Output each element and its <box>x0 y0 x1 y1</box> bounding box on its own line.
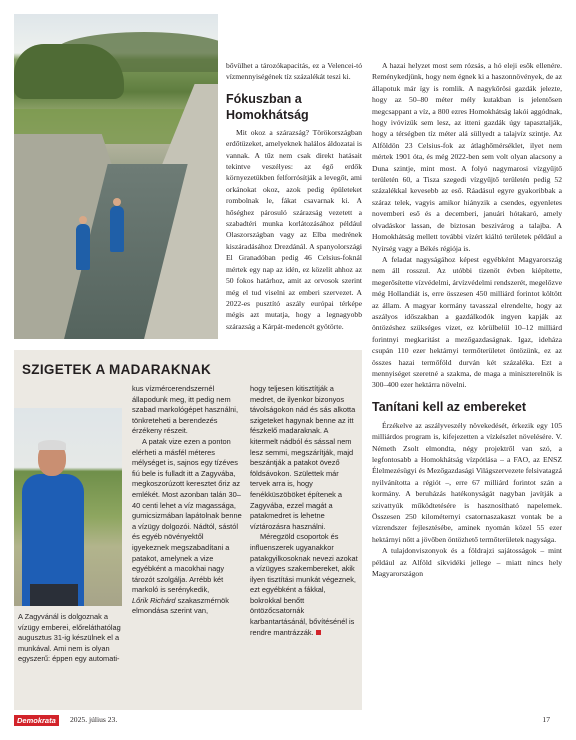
box-column-3 <box>250 384 358 638</box>
box-title: SZIGETEK A MADARAKNAK <box>22 362 212 377</box>
paragraph: A patak vize ezen a ponton elérheti a másfél méteres mélységet is, sajnos egy tízéves fiú bele is fulladt itt a Zagyvába, megkoszorúzott keresztet őriz az emlékét. Most azonban talán 30–40 centi lehet a víz magassága, gumicsizmában lapátolnak benne a vízügy dolgozói. Nádtól, sástól és egyéb növényektől igyekeznek megszabadítani a patakot, amelynek a vize egyébként a macokhai nagy tározót szolgálja. Arrébb két markoló is serénykedik, <box>132 436 242 595</box>
end-mark-icon <box>316 630 321 635</box>
issue-date: 2025. július 23. <box>70 715 118 724</box>
article-column-right <box>372 60 562 579</box>
paragraph-tail: szakaszmérnök elmondása szerint van, <box>132 595 229 616</box>
box-column-2 <box>132 384 242 617</box>
paragraph <box>132 596 242 617</box>
paragraph: kus vízmércerendszernél állapodunk meg, itt pedig nem szabad markológépet használni, tönkreteheti a berendezés érzékeny részeit. <box>132 384 238 436</box>
article-column-middle <box>226 60 362 332</box>
paragraph-text: Méregzöld csoportok és influenszerek ugyanakkor patakgyilkosoknak nevezi azokat a vízügyes szakembereket, akik ilyen tisztítási munkát végeznek, ezt egyébként a fákkal, bokrokkal benőtt öntözőcsatornák karbantartásánál, bővítésénél is rendre mantrázzák. <box>250 532 358 637</box>
section-heading: Tanítani kell az embereket <box>372 399 526 414</box>
page-footer <box>14 714 562 728</box>
paragraph: bővülhet a tározókapacitás, ez a Velencei-tó vízmennyiségének tíz százalékát teszi ki. <box>226 61 362 82</box>
photo-caption <box>18 612 122 665</box>
page-number: 17 <box>542 715 550 724</box>
paragraph: A feladat nagyságához képest egyébként Magyarország nem áll rosszul. Az utóbbi tizenöt évben kiépítette, megerősítette vízvédelmi, árvízvédelmi rendszerét, megelőzve még Hollandiát is, erre összesen 450 milliárd forintot költött az állam. A magyar kormány tavasszal elrendelte, hogy az aszályos időszakban a gazdálkodók ingyen kapják az öntözéshez szükséges vizet, ez körülbelül 10–12 milliárd forintnyi megkaritást a mezőgazdaságnak. Igaz, ideháza csupán 110 ezer hektárnyi termőterületet öntözünk, ez az összes hazai termőföld durván két százaléka. Ezt a mennyiséget szeretné a szakma, de maga a miniszterelnök is 300–400 ezer hektárra növelni. <box>372 254 562 390</box>
section-heading: Fókuszban a Homokhátság <box>226 91 309 122</box>
photo-canal-workers <box>14 14 218 339</box>
paragraph: hogy teljesen kitisztítják a medret, de ilyenkor bizonyos távolságokon nád és sás alkotta szigeteket hagynak benne az itt fészkelő madaraknak. A kitermelt nádból és sással nem lesz semmi, megszárítják, majd beszántják a patakot övező földsávokon. Születtek már tervek arra is, hogy fenékküszöböket építenek a Zagyvába, ezzel magát a patakmedret is lehetne víztározásra használni. <box>250 384 356 531</box>
publication-logo: Demokrata <box>14 715 59 726</box>
paragraph: A tulajdonviszonyok és a földrajzi sajátosságok – mint például az Alföld síkvidéki jellege – miatt nincs hely Magyarországon <box>372 546 562 579</box>
paragraph <box>250 532 358 638</box>
paragraph: A hazai helyzet most sem rózsás, a hó eleji esők ellenére. Reménykedjünk, hogy nem égnek ki a haszonnövények, de az állapotuk már így is romlik. A nagykőrösi gazdák jelezte, hogy az 50–80 méter mély kutakban is jelentősen megcsappant a víz, a 800 ezres Homokhátság lakói aggódnak, hogy ivóvizük sem lesz, az itteni gazdák úgy tapasztalják, hogy a térségben tíz méter alá süllyedt a talajvíz szintje. Az Alföldön 23 Celsius-fok az átlaghőmérséklet, ilyet nem mértek 1901 óta, és még 2022-ben sem volt olyan alacsony a Duna szintje, mint most. A folyó nagymarosi vízgyűjtő területén 60, a Tisza szegedi vízgyűjtő területén pedig 52 százalékkal kevesebb az eső. Ráadásul egyre gyakoribbak a száraz telek, vagyis amikor hiányzik a csendes, egyenletes novemberi eső és a decemberi, januári hótakaró, amely olvadáskor lassan, de biztosan beszivárog a talajba. A Homokhátság mellett további vízért kiáltó területek például a Nyírség vagy a Békés régiója is. <box>372 61 562 253</box>
photo-portrait-man <box>14 408 122 606</box>
person-name: Lőrik Richárd <box>132 595 176 605</box>
caption-text: A Zagyvánál is dolgoznak a vízügy emberei, előreláthatólag augusztus 31-ig készülnek el a munkával. Ami nem is olyan egyszerű: éppen egy automati- <box>18 612 121 664</box>
paragraph: Érzékelve az aszályveszély növekedését, érkezik egy 105 milliárdos program is, kifejezetten a vízkészlet növelésére. V. Németh Zsolt elmondta, négy projektről van szó, a legfontosabb a Homokhátság vízpótlása – a FAO, az ENSZ Élelmezésügyi és Mezőgazdasági Világszervezete felsivatagzá nyilvánította a régiót –, erre 67 milliárd forintot szán a kormány. A beruházás hatékonyságát nagyban javítják a szivattyúk működtetésére is hasznosítható napelemek. Összesen 250 kilométernyi csatornaszakaszt vontak be a vízrendszer fejlesztésébe, aminek nyomán közel 55 ezer hektárnyi nőtt a jövőben öntözhető termőterületek nagysága. <box>372 420 562 544</box>
paragraph: Mit okoz a szárazság? Törökországban erdőtüzeket, amelyeknek halálos áldozatai is vannak. A tűz nem csak direkt hatásait tekintve veszélyes: az égő erdők környezetükben felforrósítják a levegőt, ami orkánokat okoz, azok pedig épületeket rombolnak le, fákat csavarnak ki. A hőséghez párosuló szárazság vezetett a szabadtéri munka korlátozásához például Olaszországban vagy az Elba medrének kiszáradásához Drezdánál. A spanyolországi El Granadóban pedig 46 Celsius-foknál mértek egy nap az idén, ez közelít ahhoz az 50 fokos határhoz, amit az orvosok szerint még el tud viselni az emberi szervezet. A 2022-es pusztító aszály európai térképe mégis azt mutatja, hogy a legnagyobb szárazság a Kárpát-medencét gyötörte. <box>226 127 362 331</box>
